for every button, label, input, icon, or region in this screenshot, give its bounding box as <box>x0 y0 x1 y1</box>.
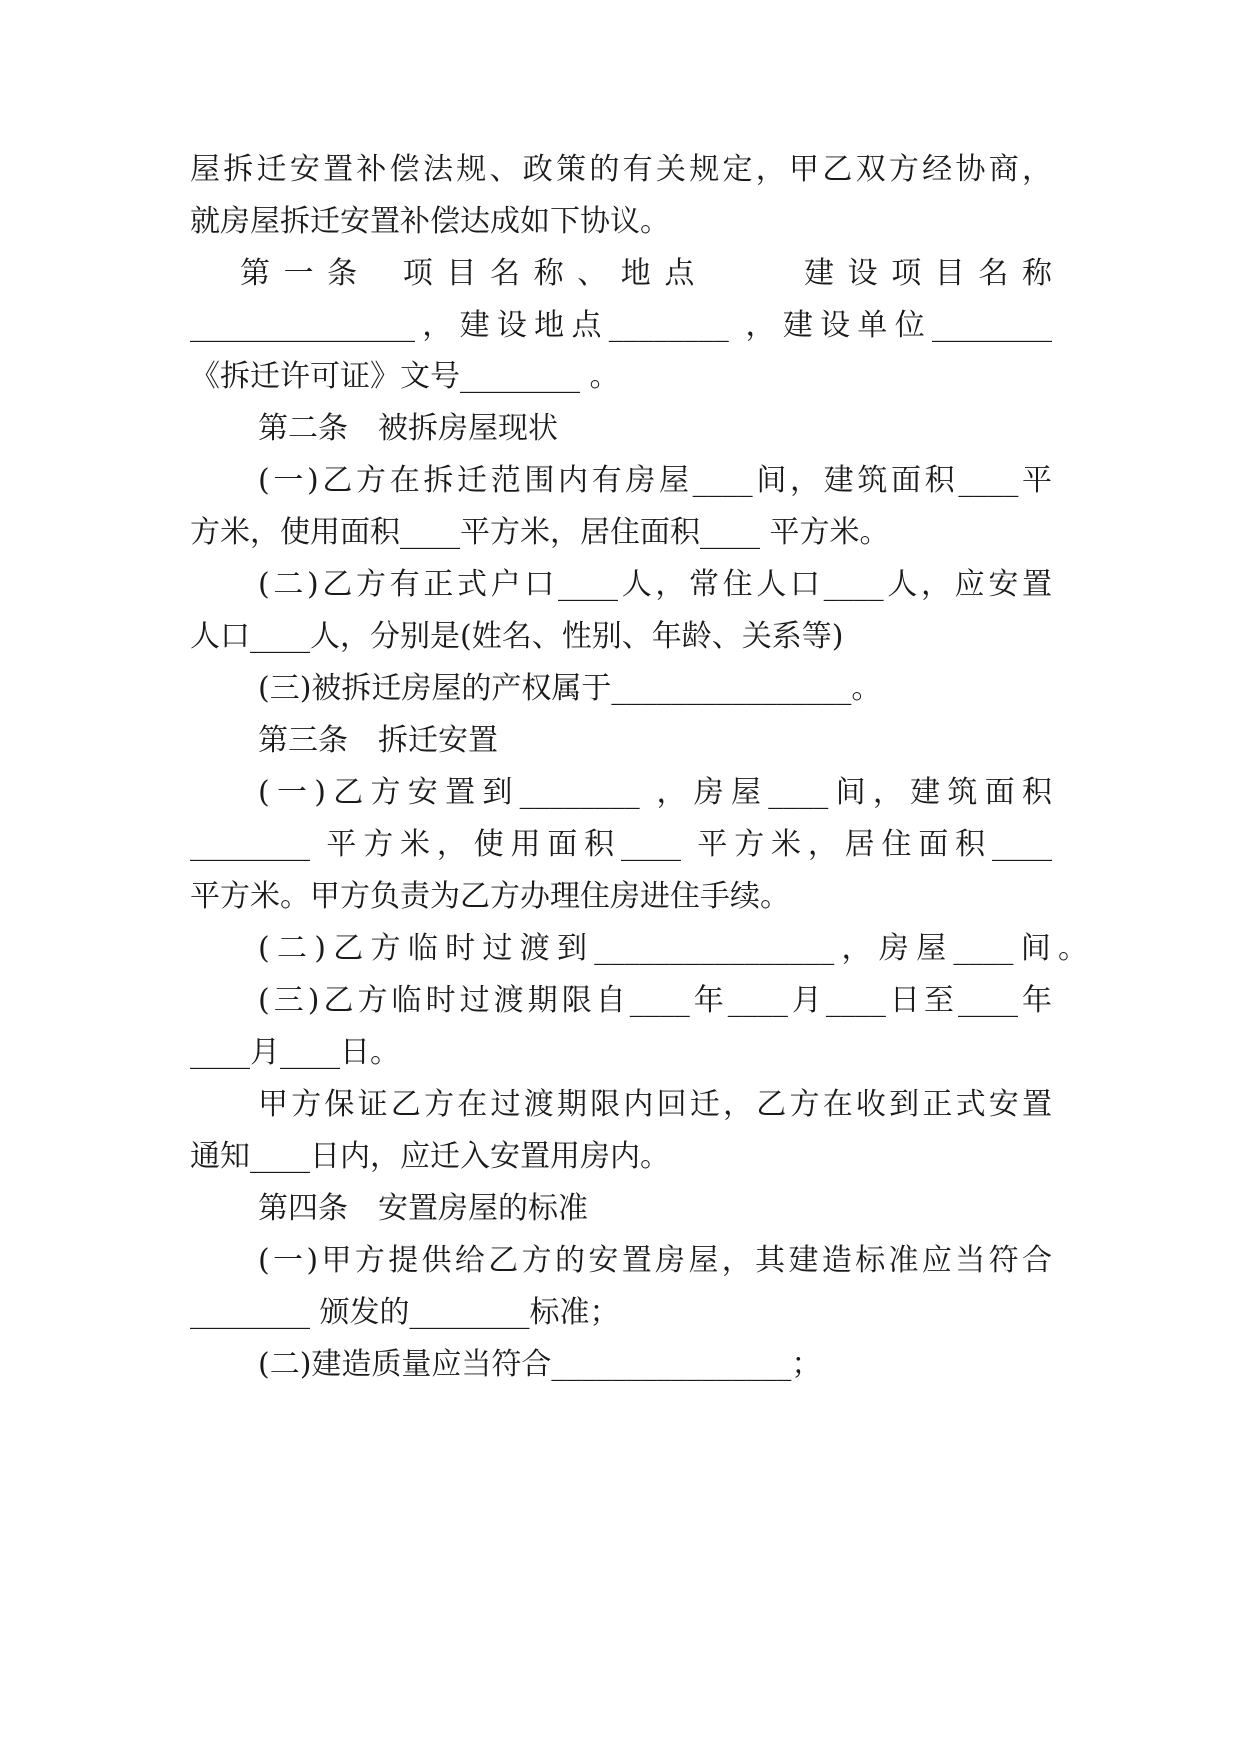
paragraph-line: ____月____日。 <box>190 1035 400 1070</box>
paragraph-line: (三)乙方临时过渡期限自____年____月____日至____年 <box>258 983 1052 1018</box>
paragraph-line: 通知____日内，应迁入安置用房内。 <box>190 1139 670 1174</box>
paragraph-line: 就房屋拆迁安置补偿达成如下协议。 <box>190 204 670 239</box>
paragraph-line: 平方米。甲方负责为乙方办理住房进住手续。 <box>190 879 790 914</box>
paragraph-line: 人口____人，分别是(姓名、性别、年龄、关系等) <box>190 619 844 654</box>
paragraph-line: ________ 颁发的________标准； <box>190 1295 620 1330</box>
paragraph-line: (一)甲方提供给乙方的安置房屋，其建造标准应当符合 <box>258 1243 1052 1278</box>
paragraph-line: (二)建造质量应当符合________________； <box>258 1347 822 1382</box>
paragraph-line: ________ 平方米，使用面积____ 平方米，居住面积____ <box>190 827 1052 862</box>
article-1-heading: 第 一 条 项 目 名 称 、 地 点 建 设 项 目 名 称 <box>240 256 1052 291</box>
article-4-heading: 第四条 安置房屋的标准 <box>258 1191 588 1226</box>
paragraph-line: _______________，建设地点________ ，建设单位________ <box>190 308 1052 343</box>
paragraph-line: (一)乙方在拆迁范围内有房屋____间，建筑面积____平 <box>258 463 1052 498</box>
article-2-heading: 第二条 被拆房屋现状 <box>258 411 558 446</box>
paragraph-line: 方米，使用面积____平方米，居住面积____ 平方米。 <box>190 515 890 550</box>
paragraph-line: 屋拆迁安置补偿法规、政策的有关规定，甲乙双方经协商， <box>190 152 1052 187</box>
article-3-heading: 第三条 拆迁安置 <box>258 723 498 758</box>
paragraph-line: (一)乙方安置到________ ，房屋____间，建筑面积 <box>258 775 1052 810</box>
paragraph-line: (二)乙方有正式户口____人，常住人口____人，应安置 <box>258 567 1052 602</box>
paragraph-line: (二)乙方临时过渡到________________，房屋____间。 <box>258 931 1088 966</box>
paragraph-line: (三)被拆迁房屋的产权属于________________。 <box>258 671 882 706</box>
paragraph-line: 《拆迁许可证》文号________ 。 <box>190 359 620 394</box>
paragraph-line: 甲方保证乙方在过渡期限内回迁，乙方在收到正式安置 <box>258 1087 1052 1122</box>
